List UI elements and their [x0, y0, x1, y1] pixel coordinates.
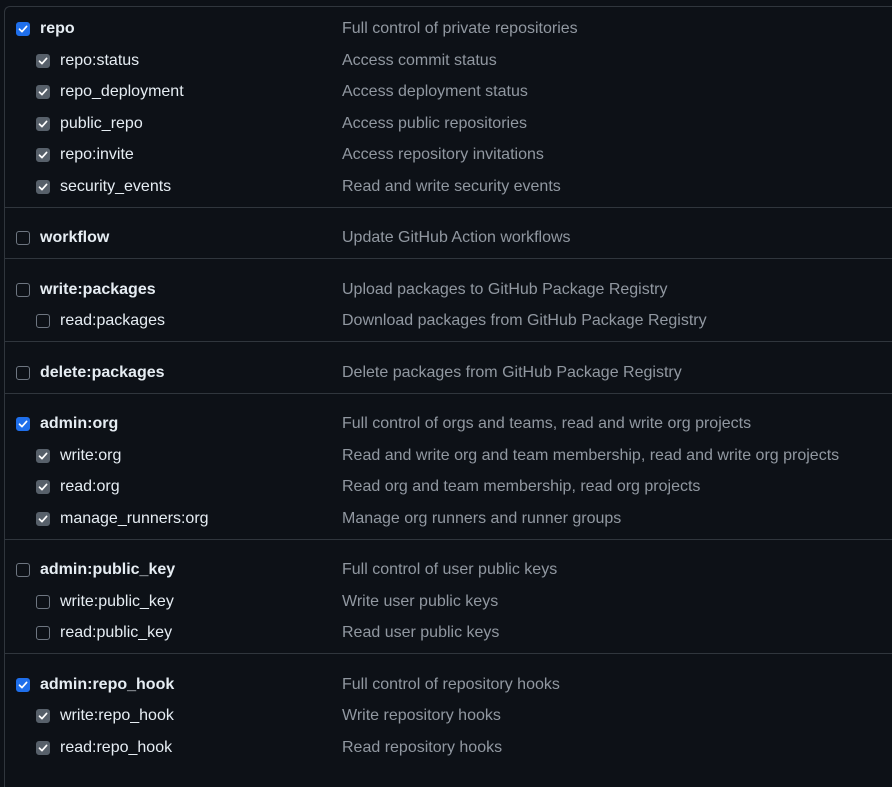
scope-name[interactable]: write:repo_hook: [60, 707, 174, 724]
scope-name[interactable]: public_repo: [60, 114, 143, 132]
scope-checkbox-read-org[interactable]: [36, 480, 50, 494]
scope-checkbox-admin-repo-hook[interactable]: [16, 678, 30, 692]
scope-group-row-write-packages[interactable]: [5, 279, 892, 301]
scope-group-row-delete-packages[interactable]: [5, 362, 892, 384]
group-divider: [5, 653, 892, 654]
scope-description: Read user public keys: [342, 624, 500, 641]
scope-row-read-packages[interactable]: [5, 310, 892, 332]
scope-name[interactable]: repo:status: [60, 51, 140, 69]
group-divider: [5, 539, 892, 540]
scope-description: Write user public keys: [342, 592, 499, 610]
group-divider: [5, 258, 892, 259]
scope-name[interactable]: write:public_key: [60, 592, 174, 610]
scope-description: Delete packages from GitHub Package Registry: [342, 363, 682, 381]
scope-row-read-org[interactable]: [5, 476, 892, 498]
scope-checkbox-read-repo-hook[interactable]: [36, 741, 50, 755]
scope-name[interactable]: admin:org: [40, 415, 119, 432]
group-divider: [5, 393, 892, 394]
scope-row-repo-status[interactable]: [5, 50, 892, 72]
scope-checkbox-repo-status[interactable]: [36, 54, 50, 68]
scope-name[interactable]: admin:public_key: [40, 561, 176, 578]
scopes-list: [4, 6, 892, 787]
scope-name[interactable]: workflow: [40, 229, 110, 246]
scope-group-row-admin-repo-hook[interactable]: [5, 674, 892, 696]
scope-checkbox-write-public-key[interactable]: [36, 595, 50, 609]
scope-name[interactable]: read:packages: [60, 312, 165, 329]
scope-description: Read repository hooks: [342, 738, 503, 756]
scope-description: Full control of repository hooks: [342, 675, 560, 693]
scope-checkbox-delete-packages[interactable]: [16, 366, 30, 380]
scope-description: Manage org runners and runner groups: [342, 509, 622, 527]
group-divider: [5, 341, 892, 342]
scope-name[interactable]: manage_runners:org: [60, 509, 209, 527]
scope-group-row-admin-public-key[interactable]: [5, 559, 892, 581]
scope-name[interactable]: read:org: [60, 478, 120, 495]
scope-row-public-repo[interactable]: [5, 113, 892, 135]
scope-row-write-public-key[interactable]: [5, 591, 892, 613]
scope-group-row-repo[interactable]: [5, 18, 892, 40]
scope-row-repo-deployment[interactable]: [5, 81, 892, 103]
scope-description: Write repository hooks: [342, 707, 501, 724]
scope-row-manage-runners-org[interactable]: [5, 508, 892, 530]
scope-name[interactable]: read:repo_hook: [60, 738, 173, 756]
scope-row-write-repo-hook[interactable]: [5, 705, 892, 727]
scope-checkbox-repo-deployment[interactable]: [36, 85, 50, 99]
scope-checkbox-manage-runners-org[interactable]: [36, 512, 50, 526]
scope-checkbox-write-repo-hook[interactable]: [36, 709, 50, 723]
scope-row-read-repo-hook[interactable]: [5, 737, 892, 759]
scope-checkbox-read-packages[interactable]: [36, 314, 50, 328]
scope-description: Read and write org and team membership, read and write org projects: [342, 446, 840, 464]
scope-checkbox-public-repo[interactable]: [36, 117, 50, 131]
scope-description: Full control of private repositories: [342, 20, 578, 37]
scope-description: Read org and team membership, read org projects: [342, 478, 701, 495]
scope-checkbox-write-org[interactable]: [36, 449, 50, 463]
scope-checkbox-admin-public-key[interactable]: [16, 563, 30, 577]
scope-description: Access repository invitations: [342, 146, 544, 163]
scope-name[interactable]: delete:packages: [40, 363, 165, 381]
scope-description: Upload packages to GitHub Package Registry: [342, 280, 668, 298]
scope-name[interactable]: read:public_key: [60, 624, 173, 641]
scope-name[interactable]: repo_deployment: [60, 83, 184, 100]
scope-checkbox-repo-invite[interactable]: [36, 148, 50, 162]
scope-row-write-org[interactable]: [5, 445, 892, 467]
scope-checkbox-security-events[interactable]: [36, 180, 50, 194]
scope-row-read-public-key[interactable]: [5, 622, 892, 644]
scope-description: Access public repositories: [342, 114, 527, 132]
scope-group-row-admin-org[interactable]: [5, 413, 892, 435]
scope-name[interactable]: admin:repo_hook: [40, 675, 175, 693]
scope-checkbox-write-packages[interactable]: [16, 283, 30, 297]
scope-description: Access commit status: [342, 51, 497, 69]
scope-description: Full control of orgs and teams, read and write org projects: [342, 415, 752, 432]
scope-description: Update GitHub Action workflows: [342, 229, 571, 246]
scope-name[interactable]: write:packages: [40, 280, 156, 298]
scope-row-security-events[interactable]: [5, 176, 892, 198]
group-divider: [5, 207, 892, 208]
scope-name[interactable]: write:org: [60, 446, 122, 464]
scope-description: Full control of user public keys: [342, 561, 558, 578]
scope-name[interactable]: repo: [40, 20, 75, 37]
scope-description: Read and write security events: [342, 177, 561, 195]
scope-name[interactable]: repo:invite: [60, 146, 134, 163]
scope-name[interactable]: security_events: [60, 177, 172, 195]
scope-description: Download packages from GitHub Package Registry: [342, 312, 707, 329]
scope-group-row-workflow[interactable]: [5, 227, 892, 249]
scope-checkbox-admin-org[interactable]: [16, 417, 30, 431]
scope-row-repo-invite[interactable]: [5, 144, 892, 166]
scope-checkbox-read-public-key[interactable]: [36, 626, 50, 640]
scope-checkbox-repo[interactable]: [16, 22, 30, 36]
scope-description: Access deployment status: [342, 83, 528, 100]
scope-checkbox-workflow[interactable]: [16, 231, 30, 245]
